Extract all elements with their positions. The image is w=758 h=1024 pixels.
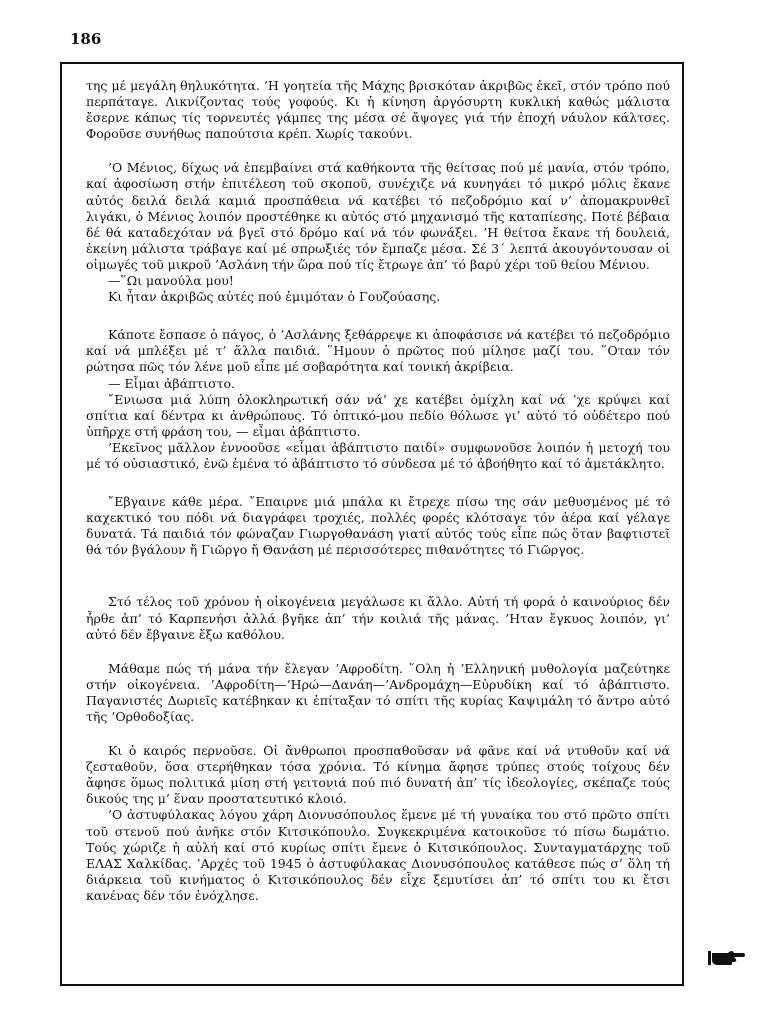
dialogue-line: —῞Ωι μανούλα μου! xyxy=(108,273,234,289)
pointing-hand-icon xyxy=(706,945,746,969)
paragraph: της μέ μεγάλη θηλυκότητα. ’Η γοητεία τῆς Μάχης βρισκόταν ἀκριβῶς ἐκεῖ, στόν τρόπο πού περπάταγε. Λικνίζοντας τούς γοφούς. Κι ἡ κίνηση ἀργόσυρτη κυκλική καθώς μάλιστα ἔσερνε κάπως τίς τορνευτές γάμπες της μέσα σέ ἄψογες γιά τήν ἐποχή νάυλον κάλτσες. Φοροῦσε συνήθως παπούτσια κρέπ. Χωρίς τακούνι. xyxy=(86,78,670,142)
paragraph: ’Εκεῖνος μᾶλλον ἐννοοῦσε «εἶμαι ἀβάπτιστο παιδί» συμφωνοῦσε λοιπόν ἡ μετοχή του μέ τό οὐσιαστικό, ἐνῶ ἐμένα τό ἀβάπτιστο τό σύνδεσα μέ τό ἀβοήθητο καί τό ἀμετάκλητο. xyxy=(86,439,670,471)
paragraph: ῎Εβγαινε κάθε μέρα. ῎Επαιρνε μιά μπάλα κι ἔτρεχε πίσω της σάν μεθυσμένος μέ τό καχεκτικό του πόδι νά διαγράφει τροχιές, πολλές φορές κλότσαγε τόν ἀέρα καί γέλαγε δυνατά. Τά παιδιά τόν φώναζαν Γιωργοθανάση γιατί αὐτός τούς εἶπε πώς ὅταν βαφτιστεῖ θά τόν βγάλουν ἤ Γιῶργο ἤ Θανάση μέ περισσότερες πιθανότητες τό Γιῶργος. xyxy=(86,494,670,558)
dialogue-line: — Εἶμαι ἀβάπτιστο. xyxy=(108,375,236,391)
document-body xyxy=(86,78,670,904)
paragraph: ῎Ενιωσα μιά λύπη ὁλοκληρωτική σάν νά’ χε κατέβει ὁμίχλη καί νά ’χε κρύψει καί σπίτια καί δέντρα κι ἀνθρώπους. Τό ὀπτικό-μου πεδίο θόλωσε γι’ αὐτό τό οὐδέτερο πού ὑπῆρχε στή φράση του, — εἶμαι ἀβάπτιστο. xyxy=(86,391,670,439)
paragraph: Κι ὁ καιρός περνοῦσε. Οἱ ἄνθρωποι προσπαθοῦσαν νά φᾶνε καί νά ντυθοῦν καί νά ζεσταθοῦν, ὅσα στερήθηκαν τόσα χρόνια. Τό κίνημα ἄφησε τρύπες στούς τοίχους δέν ἄφησε ὅμως πολιτικά μίση στή γειτονιά πού πιό δυνατή ἀπ’ τίς ἰδεολογίες, σκέπαζε τούς δικούς της μ’ ἕναν προστατευτικό κλοιό. xyxy=(86,743,670,807)
paragraph: Κάποτε ἔσπασε ὁ πάγος, ὁ ’Ασλάνης ξεθάρρεψε κι ἀποφάσισε νά κατέβει τό πεζοδρόμιο καί νά μπλέξει μέ τ’ ἄλλα παιδιά. ῞Ημουν ὁ πρῶτος πού μίλησε μαζί του. ῞Οταν τόν ρώτησα πῶς τόν λένε μοῦ εἶπε μέ σοβαρότητα καί τονική ἀκρίβεια. xyxy=(86,327,670,375)
paragraph: ’Ο ἀστυφύλακας λόγου χάρη Διονυσόπουλος ἔμενε μέ τή γυναίκα του στό πρῶτο σπίτι τοῦ στενοῦ πού ἀνῆκε στόν Κιτσικόπουλο. Συγκεκριμένα κατοικοῦσε τό πίσω δωμάτιο. Τούς χώριζε ἡ αὐλή καί στό κυρίως σπίτι ἔμενε ὁ Κιτσικόπουλος. Συνταγματάρχης τοῦ ΕΛΑΣ Χαλκίδας. ’Αρχές τοῦ 1945 ὁ ἀστυφύλακας Διονυσόπουλος κατάθεσε πώς σ’ ὅλη τή διάρκεια τοῦ κινήματος ὁ Κιτσικόπουλος δέν εἶχε ξεμυτίσει ἀπ’ τό σπίτι του κι ἔτσι κανένας δέν τόν ἐνόχλησε. xyxy=(86,807,670,903)
paragraph: Κι ἦταν ἀκριβῶς αὐτές πού ἐμιμόταν ὁ Γουζούασης. xyxy=(108,289,441,305)
page-number: 186 xyxy=(70,30,102,48)
paragraph: ’Ο Μένιος, δίχως νά ἐπεμβαίνει στά καθήκοντα τῆς θείτσας πού μέ μανία, στόν τρόπο, καί ἀφοσίωση στήν ἐπιτέλεση τοῦ σκοποῦ, συνέχιζε νά κυνηγάει τό μικρό μόλις ἔκανε αὐτός δειλά δειλά καμιά προσπάθεια νά κατέβει τό πεζοδρόμιο καί ν’ ἀπομακρυνθεῖ λιγάκι, ὁ Μένιος λοιπόν προστέθηκε κι αὐτός στό μηχανισμό τῆς καταπίεσης. Ποτέ βέβαια δέ θά καταδεχόταν νά βγεῖ στό δρόμο καί νά τόν φωνάξει. ’Η θείτσα ἔκανε τή δουλειά, ἐκείνη μάλιστα τράβαγε καί μέ σπρωξιές τόν ἔμπαζε μέσα. Σέ 3΄ λεπτά ἀκουγόντουσαν οἱ οἰμωγές τοῦ μικροῦ ’Ασλάνη τήν ὥρα πού τίς ἔτρωγε ἀπ’ τό βαρύ χέρι τοῦ θείου Μένιου. xyxy=(86,160,670,272)
paragraph: Μάθαμε πώς τή μάνα τήν ἔλεγαν ’Αφροδίτη. ῞Ολη ἡ ’Ελληνική μυθολογία μαζεύτηκε στήν οἰκογένεια. ’Αφροδίτη—’Ηρώ—Δανάη—’Ανδρομάχη—Εὐρυδίκη καί τό ἀβάπτιστο. Παγανιστές Δωριεῖς κατέβηκαν κι ἐπίταξαν τό σπίτι τῆς κυρίας Καψιμάλη τό ἄντρο αὐτό τῆς ’Ορθοδοξίας. xyxy=(86,660,670,724)
paragraph: Στό τέλος τοῦ χρόνου ἡ οἰκογένεια μεγάλωσε κι ἄλλο. Αὐτή τή φορά ὁ καινούριος δέν ἦρθε ἀπ’ τό Καρπενήσι ἀλλά βγῆκε ἀπ’ τήν κοιλιά τῆς μάνας. ’Ηταν ἔγκυος λοιπόν, γι’ αὐτό δέν ἔβγαινε ἔξω καθόλου. xyxy=(86,594,670,642)
